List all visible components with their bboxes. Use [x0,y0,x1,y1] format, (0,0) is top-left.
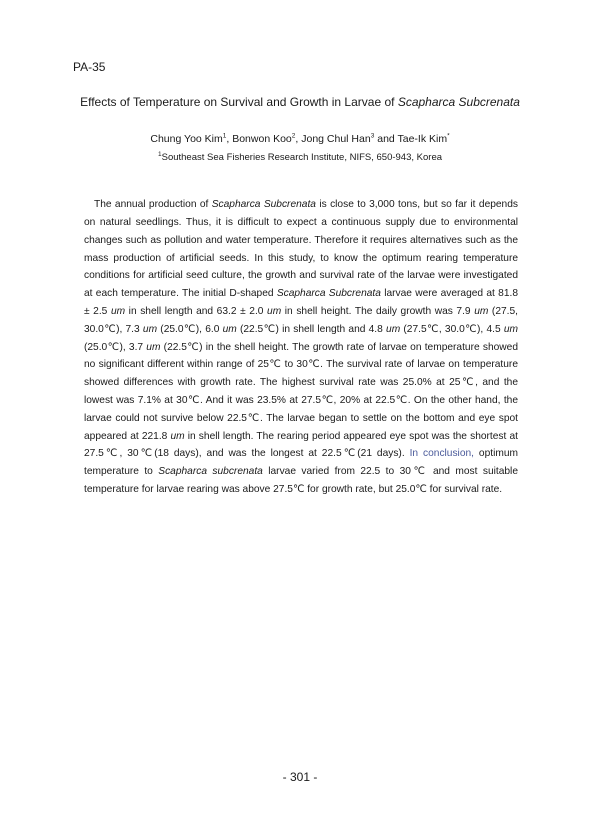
unit-um: um [170,430,185,442]
affiliation-mark: 1 [157,150,162,158]
species-name: Scapharca subcrenata [158,466,263,478]
session-code: PA-35 [73,60,106,74]
unit-um: um [474,305,489,317]
unit-um: um [267,305,282,317]
author-name: Tae-Ik Kim [397,133,448,145]
abstract-body: The annual production of Scapharca Subcrenata is close to 3,000 tons, but so far it depends on natural seedlings. Thus, it is difficult to expect a continuous supply due to environmental changes such as pollution and water temperature. Therefore it requires alternatives such as the mass production of artificial seeds. In this study, to know the optimum rearing temperature conditions for artificial seed culture, the growth and survival rate of the larvae were investigated at each temperature. The initial D-shaped Scapharca Subcrenata larvae were averaged at 81.8 ± 2.5 um in shell length and 63.2 ± 2.0 um in shell height. The daily growth was 7.9 um (27.5, 30.0℃), 7.3 um (25.0℃), 6.0 um (22.5℃) in shell length and 4.8 um (27.5℃, 30.0℃), 4.5 um (25.0℃), 3.7 um (22.5℃) in the shell height. The growth rate of larvae on temperature showed no significant different within range of 25℃ to 30℃. The survival rate of larvae on temperature showed differences with growth rate. The highest survival rate was 25.0% at 25℃, and the lowest was 7.1% at 30℃. And it was 23.5% at 27.5℃, 20% at 22.5℃. On the other hand, the larvae could not survive below 22.5℃. The larvae began to settle on the bottom and eye spot appeared at 221.8 um in shell length. The rearing period appeared eye spot was the shortest at 27.5℃, 30℃(18 days), and was the longest at 22.5℃(21 days). In conclusion, optimum temperature to Scapharca subcrenata larvae varied from 22.5 to 30℃ and most suitable temperature for larvae rearing was above 27.5℃ for growth rate, but 25.0℃ for survival rate. [84,199,518,495]
author-mark: * [447,132,450,140]
affiliation-text: Southeast Sea Fisheries Research Institute, NIFS, 650-943, Korea [161,152,443,163]
author-mark: 2 [291,132,296,140]
author-name: Jong Chul Han [301,133,371,145]
unit-um: um [142,323,158,335]
author-mark: 3 [370,132,375,140]
unit-um: um [110,305,126,317]
paper-title [30,95,570,109]
unit-um: um [146,341,161,353]
unit-um: um [386,323,401,335]
species-name: Scapharca Subcrenata [276,288,381,300]
conclusion-phrase: In conclusion, [409,448,474,460]
page-number: - 301 - [282,770,318,784]
author-name: Chung Yoo Kim [150,133,223,145]
author-mark: 1 [222,132,227,140]
unit-um: um [503,323,518,335]
unit-um: um [222,323,237,335]
author-name: Bonwon Koo [232,133,292,145]
author-list: Chung Yoo Kim$^1$, Bonwon Koo$^2$, Jong Chul Han$^3$ and Tae-Ik Kim* [150,132,450,145]
affiliation [30,152,570,163]
species-name: Scapharca Subcrenata [211,199,316,211]
title-species: Scapharca Subcrenata [397,95,520,109]
title-text: Effects of Temperature on Survival and Growth in Larvae of [80,95,398,109]
